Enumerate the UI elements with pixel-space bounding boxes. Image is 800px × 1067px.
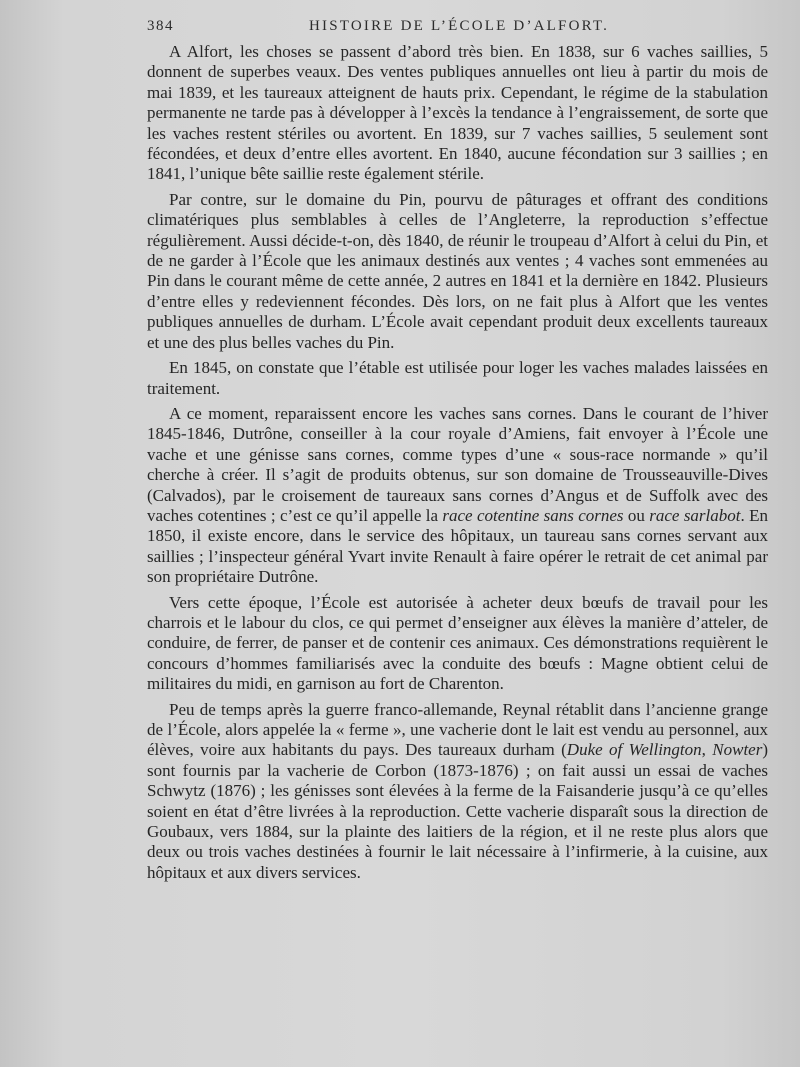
text-body — [147, 42, 768, 888]
paragraph-text-segment: ) sont fournis par la vacherie de Corbon (1873-1876) ; on fait aussi un essai de vaches Schwytz (1876) ; les génisses sont élevées à la ferme de la Faisanderie jusqu’à ce qu’elles soient en état d’être livrées à la reproduction. Cette vacherie disparaît sous la direction de Goubaux, vers 1884, sur la plainte des laitiers de la région, et il ne reste plus alors que deux ou trois vaches destinées à fournir le lait nécessaire à l’infirmerie, à la cuisine, aux hôpitaux et aux divers services. — [147, 740, 769, 882]
italic-bull-name: Nowter — [712, 740, 763, 760]
paragraph-domaine-du-pin: Par contre, sur le domaine du Pin, pourvu de pâturages et offrant des conditions climatériques plus semblables à celles de l’Angleterre, la reproduction s’effectue régulièrement. Aussi décide-t-on, dès 1840, de réunir le troupeau d’Alfort à celui du Pin, et de ne garder à l’École que les animaux destinés aux ventes ; 4 vaches sont emmenées au Pin dans le courant même de cette année, 2 autres en 1841 et la dernière en 1842. Plusieurs d’entre elles y redeviennent fécondes. Dès lors, on ne fait plus à Alfort que les ventes publiques annuelles de durham. L’École avait cependant produit deux excellents taureaux et une des plus belles vaches du Pin. — [147, 189, 768, 352]
paragraph-text-segment: Peu de temps après la guerre franco-allemande, Reynal rétablit dans l’ancienne grange de l’École, alors appelée la « ferme », une vacherie dont le lait est vendu au personnel, aux élèves, voire aux habitants du pays. Des taureaux durham ( — [147, 699, 768, 760]
paragraph-1845: En 1845, on constate que l’étable est utilisée pour loger les vaches malades laissées en traitement. — [147, 358, 768, 398]
paragraph-boeufs-de-travail: Vers cette époque, l’École est autorisée à acheter deux bœufs de travail pour les charrois et le labour du clos, ce qui permet d’enseigner aux élèves la manière d’atteler, de conduire, de ferrer, de panser et de contenir ces animaux. Ces démonstrations requièrent le concours d’hommes familiarisés avec la conduite des bœufs : Magne obtient celui de militaires du midi, en garnison au fort de Charenton. — [147, 592, 768, 694]
paragraph-text-segment: A ce moment, reparaissent encore les vaches sans cornes. Dans le courant de l’hiver 1845-1846, Dutrône, conseiller à la cour royale d’Amiens, fait envoyer à l’École une vache et une génisse sans cornes, comme types d’une « sous-race normande » qu’il cherche à créer. Il s’agit de produits obtenus, sur son domaine de Trousseauville-Dives (Calvados), par le croisement de taureaux sans cornes d’Angus et de Suffolk avec des vaches cotentines ; c’est ce qu’il appelle la — [147, 403, 768, 525]
paragraph-vaches-sans-cornes — [147, 404, 768, 588]
paragraph-vacherie — [147, 700, 768, 884]
page-header — [147, 18, 787, 40]
paragraph-text-segment: ou — [623, 505, 650, 525]
page-number: 384 — [147, 18, 174, 34]
paragraph-text-segment: , — [701, 740, 713, 760]
italic-race-name: race sarlabot — [649, 505, 741, 525]
italic-race-name: race cotentine sans cornes — [442, 505, 624, 525]
paragraph-alfort: A Alfort, les choses se passent d’abord très bien. En 1838, sur 6 vaches saillies, 5 donnent de superbes veaux. Des ventes publiques annuelles ont lieu à partir du mois de mai 1839, et les taureaux atteignent de hauts prix. Cependant, le régime de la stabulation permanente ne tarde pas à développer à l’excès la tendance à l’engraissement, de sorte que les vaches restent stériles ou avortent. En 1839, sur 7 vaches saillies, 5 seulement sont fécondées, et deux d’entre elles avortent. En 1840, aucune fécondation sur 3 saillies ; en 1841, l’unique bête saillie reste également stérile. — [147, 42, 768, 184]
running-title: HISTOIRE DE L’ÉCOLE D’ALFORT. — [309, 18, 610, 34]
italic-bull-name: Duke of Wellington — [566, 740, 702, 760]
paragraph-text-segment: . En 1850, il existe encore, dans le service des hôpitaux, un taureau sans cornes servant aux saillies ; l’inspecteur général Yvart invite Renault à faire opérer le retrait de cet animal par son propriétaire Dutrône. — [147, 505, 768, 587]
